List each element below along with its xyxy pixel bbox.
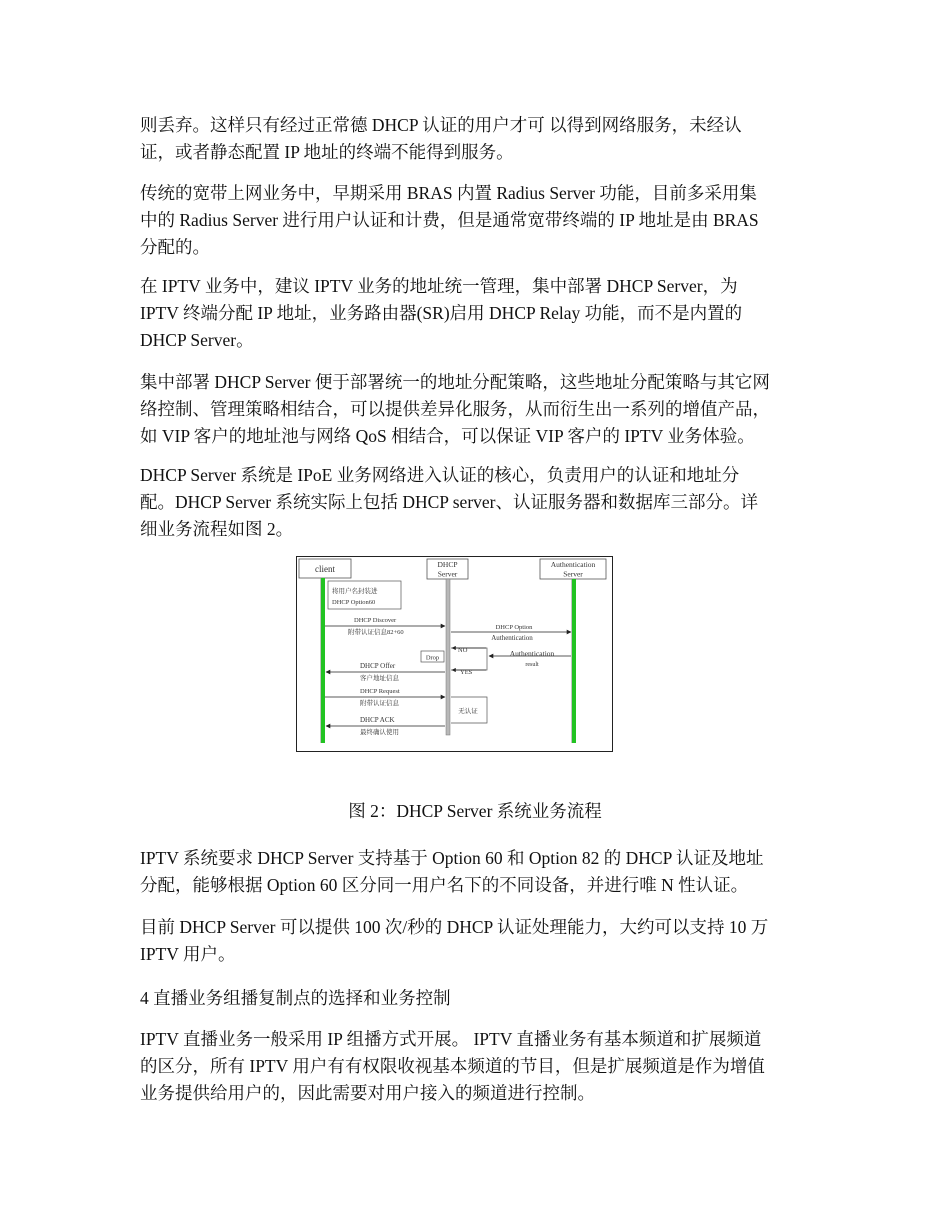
request-label-1: DHCP Request — [360, 688, 400, 695]
paragraph-6 — [140, 845, 812, 899]
text-line: 则丢弃。这样只有经过正常德 DHCP 认证的用户才可 以得到网络服务，未经认 — [140, 115, 742, 135]
text-line: 证，或者静态配置 IP 地址的终端不能得到服务。 — [140, 142, 514, 162]
no-auth-label: 无认证 — [458, 708, 478, 715]
text-line: 集中部署 DHCP Server 便于部署统一的地址分配策略，这些地址分配策略与其它网 — [140, 372, 770, 392]
offer-label-2: 客户地址信息 — [360, 675, 399, 682]
ack-label-1: DHCP ACK — [360, 716, 395, 724]
yes-label: YES — [460, 669, 473, 676]
auth-server-label-1: Authentication — [550, 560, 596, 569]
client-label: client — [315, 564, 335, 574]
text-line: 传统的宽带上网业务中，早期采用 BRAS 内置 Radius Server 功能，目前多采用集 — [140, 183, 757, 203]
option-auth-label-2: Authentication — [491, 634, 533, 642]
text-line: IPTV 终端分配 IP 地址，业务路由器(SR)启用 DHCP Relay 功能，而不是内置的 — [140, 303, 743, 323]
text-line: 分配的。 — [140, 237, 210, 257]
note-line-2: DHCP Option60 — [332, 599, 376, 606]
request-label-2: 附带认证信息 — [360, 700, 399, 707]
drop-label: Drop — [425, 654, 440, 662]
auth-server-lifeline — [572, 579, 576, 743]
client-lifeline — [321, 578, 325, 743]
text-line: IPTV 系统要求 DHCP Server 支持基于 Option 60 和 Option 82 的 DHCP 认证及地址 — [140, 848, 764, 868]
no-label: NO — [458, 647, 468, 654]
paragraph-5 — [140, 462, 812, 543]
text-line: 配。DHCP Server 系统实际上包括 DHCP server、认证服务器和数据库三部分。详 — [140, 492, 758, 512]
paragraph-4 — [140, 369, 812, 450]
text-line: 业务提供给用户的，因此需要对用户接入的频道进行控制。 — [140, 1083, 595, 1103]
text-line: 络控制、管理策略相结合，可以提供差异化服务，从而衍生出一系列的增值产品， — [140, 399, 770, 419]
dhcp-flow-diagram — [296, 556, 614, 753]
auth-server-label-2: Server — [563, 569, 583, 579]
dhcp-server-label-1: DHCP — [437, 560, 458, 569]
text-line: 如 VIP 客户的地址池与网络 QoS 相结合，可以保证 VIP 客户的 IPTV 业务体验。 — [140, 426, 755, 446]
text-line: 中的 Radius Server 进行用户认证和计费，但是通常宽带终端的 IP 地址是由 BRAS — [140, 210, 759, 230]
paragraph-2 — [140, 180, 812, 261]
paragraph-7 — [140, 914, 812, 968]
dhcp-server-lifeline — [446, 579, 450, 735]
dhcp-flow-figure — [296, 556, 614, 753]
offer-label-1: DHCP Offer — [360, 662, 396, 670]
auth-result-label-2: result — [525, 662, 539, 668]
dhcp-server-label-2: Server — [437, 569, 458, 579]
section-heading: 4 直播业务组播复制点的选择和业务控制 — [140, 988, 451, 1008]
text-line: IPTV 用户。 — [140, 944, 236, 964]
note-line-1: 将用户名封装进 — [332, 588, 378, 595]
auth-result-label-1: Authentication — [509, 649, 555, 658]
option-auth-label-1: DHCP Option — [495, 624, 533, 631]
ack-label-2: 最终确认使用 — [360, 729, 399, 736]
text-line: 的区分，所有 IPTV 用户有有权限收视基本频道的节目，但是扩展频道是作为增值 — [140, 1056, 765, 1076]
paragraph-3 — [140, 273, 812, 354]
text-line: 细业务流程如图 2。 — [140, 519, 294, 539]
text-line: 在 IPTV 业务中，建议 IPTV 业务的地址统一管理，集中部署 DHCP Server，为 — [140, 276, 738, 296]
text-line: DHCP Server 系统是 IPoE 业务网络进入认证的核心，负责用户的认证和地址分 — [140, 465, 740, 485]
discover-label-1: DHCP Discover — [354, 617, 397, 624]
paragraph-8 — [140, 1026, 812, 1107]
text-line: 目前 DHCP Server 可以提供 100 次/秒的 DHCP 认证处理能力，大约可以支持 10 万 — [140, 917, 769, 937]
paragraph-1 — [140, 112, 812, 166]
text-line: IPTV 直播业务一般采用 IP 组播方式开展。 IPTV 直播业务有基本频道和扩展频道 — [140, 1029, 762, 1049]
text-line: DHCP Server。 — [140, 330, 254, 350]
text-line: 分配，能够根据 Option 60 区分同一用户名下的不同设备，并进行唯 N 性认证。 — [140, 875, 749, 895]
discover-label-2: 附带认证信息82+60 — [348, 629, 404, 636]
figure-caption: 图 2：DHCP Server 系统业务流程 — [348, 801, 602, 821]
